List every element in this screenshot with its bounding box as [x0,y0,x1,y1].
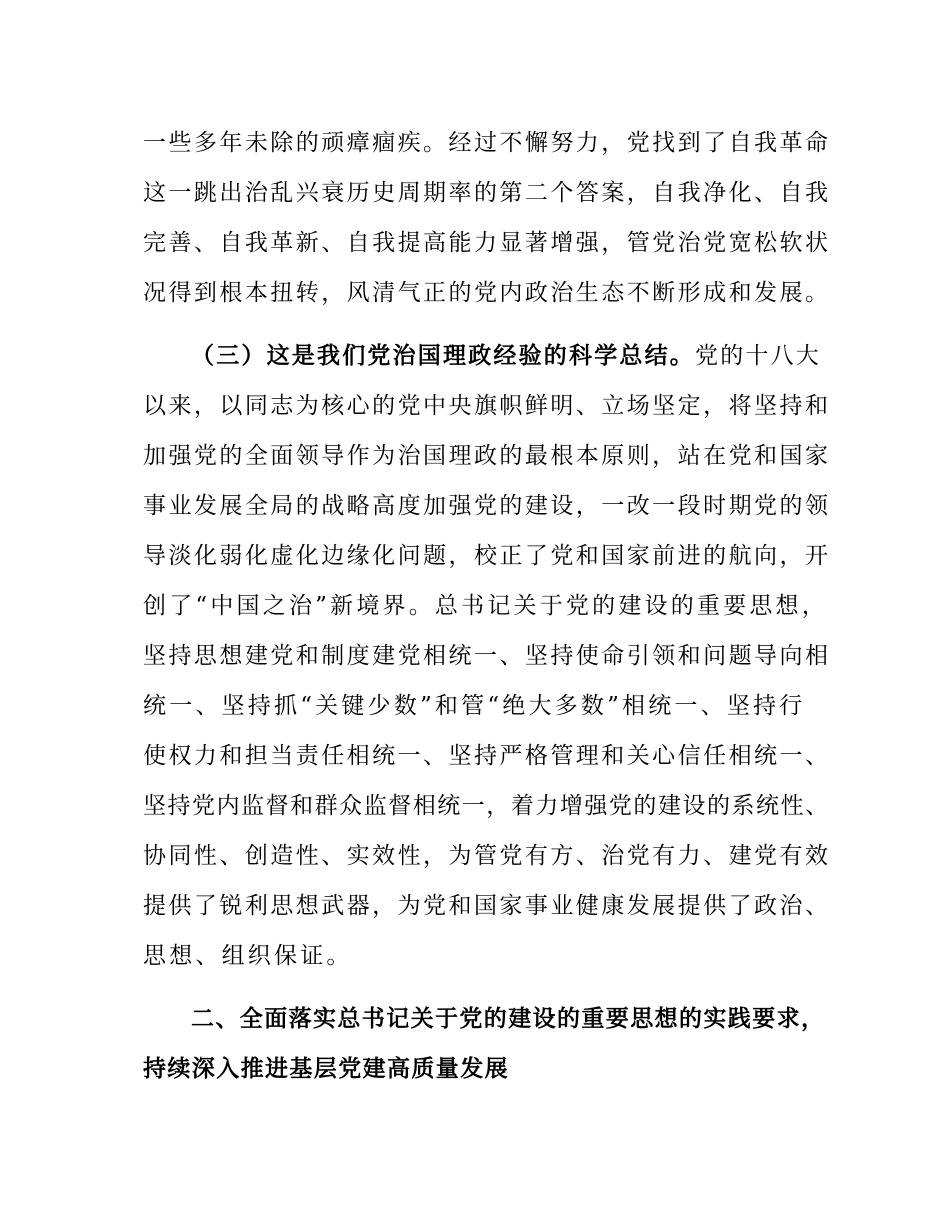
section-three-heading: （三）这是我们党治国理政经验的科学总结。 [191,343,695,369]
section-three-lead-rest: 党的十八大 [695,343,821,369]
text-line: 导淡化弱化虚化边缘化问题，校正了党和国家前进的航向，开 [143,543,831,569]
text-line: 况得到根本扭转，风清气正的党内政治生态不断形成和发展。 [143,280,831,306]
text-line: 事业发展全局的战略高度加强党的建设，一改一段时期党的领 [143,493,831,519]
text-line: 以来，以同志为核心的党中央旗帜鲜明、立场坚定，将坚持和 [143,393,831,419]
text-line: 完善、自我革新、自我提高能力显著增强，管党治党宽松软状 [143,230,831,256]
text-line: 这一跳出治乱兴衰历史周期率的第二个答案，自我净化、自我 [143,180,831,206]
text-line: 使权力和担当责任相统一、坚持严格管理和关心信任相统一、 [143,743,831,769]
section-three-lead-line [191,341,821,371]
text-line: 思想、组织保证。 [143,943,353,969]
text-line: 提供了锐利思想武器，为党和国家事业健康发展提供了政治、 [143,893,831,919]
text-line: 一些多年未除的顽瘴痼疾。经过不懈努力，党找到了自我革命 [143,130,831,156]
text-line: 加强党的全面领导作为治国理政的最根本原则，站在党和国家 [143,443,831,469]
text-line: 坚持思想建党和制度建党相统一、坚持使命引领和问题导向相 [143,643,831,669]
text-line: 统一、坚持抓“关键少数”和管“绝大多数”相统一、坚持行 [143,693,806,719]
text-line: 坚持党内监督和群众监督相统一，着力增强党的建设的系统性、 [143,793,830,819]
heading-line: 持续深入推进基层党建高质量发展 [143,1056,509,1082]
text-line: 协同性、创造性、实效性，为管党有方、治党有力、建党有效 [143,843,831,869]
heading-line: 二、全面落实总书记关于党的建设的重要思想的实践要求， [191,1006,826,1032]
text-line: 创了“中国之治”新境界。总书记关于党的建设的重要思想， [143,593,828,619]
